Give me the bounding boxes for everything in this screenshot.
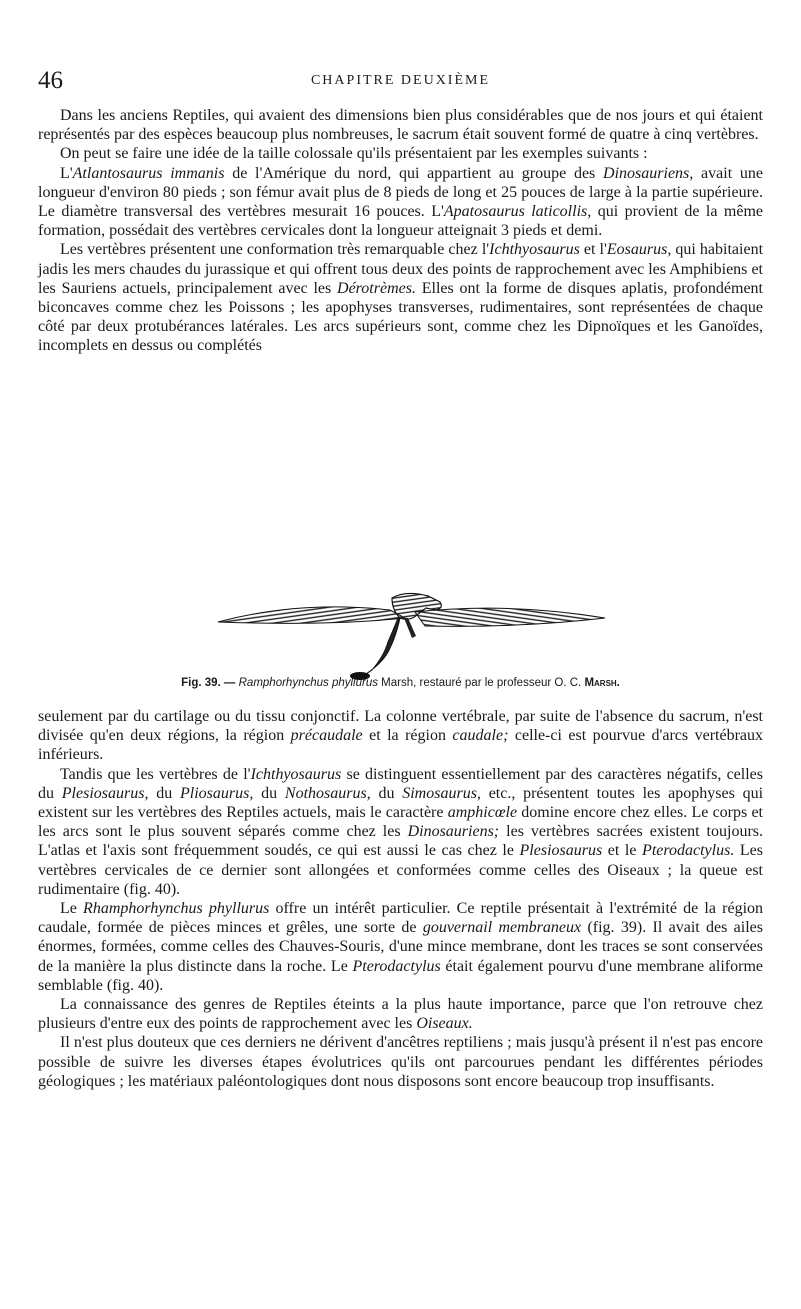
text-block-bottom	[38, 707, 763, 1091]
taxon-name: Plesiosaurus	[519, 842, 603, 860]
text-run: et le	[602, 842, 643, 860]
text-run: L'	[60, 164, 73, 182]
caption-species: Ramphorhynchus phyllurus	[238, 677, 378, 689]
page-number: 46	[38, 67, 63, 94]
taxon-name: Pterodactylus.	[642, 842, 735, 860]
text-run: du	[253, 784, 285, 802]
text-run: se distinguent essentiellement par des caractères négatifs, celles du	[38, 765, 763, 802]
taxon-name: Dinosauriens,	[603, 164, 694, 182]
taxon-name: Oiseaux.	[416, 1015, 473, 1033]
taxon-name: Pliosaurus,	[180, 784, 254, 802]
taxon-name: Eosaurus,	[606, 241, 672, 259]
paragraph-3	[38, 164, 763, 241]
text-run: La connaissance des genres de Reptiles éteints a la plus haute importance, parce que l'on retrouve chez plusieurs d'entre eux des points de rapprochement avec les	[38, 996, 763, 1033]
text-run: les vertèbres sacrées existent toujours. L'atlas et l'axis sont fréquemment soudés, ce qui est aussi le cas chez le	[38, 823, 764, 860]
term: caudale;	[452, 727, 509, 745]
text-run: de l'Amérique du nord, qui appartient au groupe des	[224, 164, 604, 182]
caption-text: Marsh, restauré par le professeur O. C.	[377, 677, 585, 689]
text-run: seulement par du cartilage ou du tissu conjonctif. La colonne vertébrale, par suite de l'absence du sacrum, n'est divisée qu'en deux régions, la région	[38, 708, 763, 745]
text-run: qui provient de la même formation, possédait des vertèbres cervicales dont la longueur atteignait 3 pieds et demi.	[38, 203, 764, 240]
taxon-name: Dérotrèmes.	[337, 279, 416, 297]
text-run: Les vertèbres présentent une conformation très remarquable chez l'	[60, 241, 490, 259]
term: gouvernail membraneux	[422, 919, 582, 937]
text-run: du	[148, 784, 180, 802]
paragraph-8	[38, 995, 763, 1033]
figure-39-illustration	[200, 592, 620, 680]
left-wing	[218, 607, 405, 623]
taxon-name: Plesiosaurus,	[61, 784, 149, 802]
paragraph-7	[38, 899, 763, 995]
tail	[360, 618, 400, 678]
caption-author: Marsh.	[584, 677, 620, 689]
text-run: etc., présentent toutes les apophyses qui existent sur les vertèbres des Reptiles actuels, mais le caractère	[38, 784, 764, 822]
text-run: (fig. 39). Il avait des ailes énormes, formées, comme celles des Chauves-Souris, d'une mince membrane, dont les traces se sont conservées de la manière la plus distincte dans la roche. Le	[38, 919, 764, 975]
paragraph-9: Il n'est plus douteux que ces derniers ne dérivent d'ancêtres reptiliens ; mais jusqu'à présent il n'est pas encore possible de suivre les diverses étapes évolutrices qu'ils ont parcourues pendant les différentes périodes géologiques ; les matériaux paléontologiques dont nous disposons sont encore beaucoup trop insuffisants.	[38, 1034, 763, 1090]
text-run: qui habitaient jadis les mers chaudes du jurassique et qui offrent tous deux des points de rapprochement avec les Amphibiens et les Sauriens actuels, principalement avec les	[38, 241, 764, 297]
text-run: et la région	[362, 727, 453, 745]
right-wing	[415, 608, 605, 626]
term: amphicœle	[447, 804, 518, 822]
text-run: Tandis que les vertèbres de l'	[60, 765, 251, 783]
taxon-name: Nothosaurus,	[284, 784, 371, 802]
taxon-name: Ichthyosaurus	[489, 241, 580, 259]
figure-caption	[38, 677, 763, 689]
text-run: Les vertèbres cervicales de ce dernier sont allongées et conformées comme celles des Oiseaux ; la queue est rudimentaire (fig. 40).	[38, 842, 764, 898]
caption-label: Fig. 39. —	[181, 677, 236, 689]
legs	[404, 618, 416, 638]
taxon-name: Pterodactylus	[352, 957, 441, 975]
paragraph-1: Dans les anciens Reptiles, qui avaient des dimensions bien plus considérables que de nos jours et qui étaient représentés par des espèces beaucoup plus nombreuses, le sacrum était souvent formé de quatre à cinq vertèbres.	[38, 107, 763, 144]
paragraph-6	[38, 765, 763, 899]
text-run: et l'	[579, 241, 607, 259]
text-run: du	[370, 784, 403, 802]
text-run: celle-ci est pourvue d'arcs vertébraux inférieurs.	[38, 727, 763, 764]
text-run: était également pourvu d'une membrane aliforme semblable (fig. 40).	[38, 957, 764, 994]
taxon-name: Ichthyosaurus	[250, 765, 342, 783]
taxon-name: Simosaurus,	[402, 784, 481, 802]
text-run: offre un intérêt particulier. Ce reptile présentait à l'extrémité de la région caudale, formée de pièces minces et grêles, une sorte de	[38, 900, 764, 937]
taxon-name: Atlantosaurus immanis	[72, 164, 225, 182]
page-header	[38, 68, 763, 94]
taxon-name: Rhamphorhynchus phyllurus	[83, 900, 270, 918]
pterosaur-illustration	[200, 592, 620, 680]
text-block-top	[38, 106, 763, 356]
taxon-name: Apatosaurus laticollis,	[443, 203, 592, 221]
paragraph-2: On peut se faire une idée de la taille colossale qu'ils présentaient par les exemples suivants :	[60, 145, 648, 163]
term: précaudale	[290, 727, 363, 745]
text-run: Elles ont la forme de disques aplatis, profondément biconcaves comme chez les Poissons ; les apophyses transverses, rudimentaires, sont représentées de chaque côté par deux protubérances latérales. Les arcs supérieurs sont, comme chez les Dipnoïques et les Ganoïdes, incomplets en dessus ou complétés	[38, 279, 763, 355]
paragraph-5	[38, 707, 763, 765]
running-head: CHAPITRE DEUXIÈME	[310, 73, 491, 88]
text-run: Le	[60, 900, 84, 918]
text-run: domine encore chez elles. Le corps et les arcs sont le plus souvent séparés comme chez les	[38, 804, 764, 841]
paragraph-4	[38, 240, 763, 355]
taxon-name: Dinosauriens;	[407, 823, 500, 841]
text-run: avait une longueur d'environ 80 pieds ; son fémur avait plus de 8 pieds de long et 25 pouces de large à la partie supérieure. Le diamètre transversal des vertèbres mesurait 16 pouces. L'	[38, 164, 763, 221]
